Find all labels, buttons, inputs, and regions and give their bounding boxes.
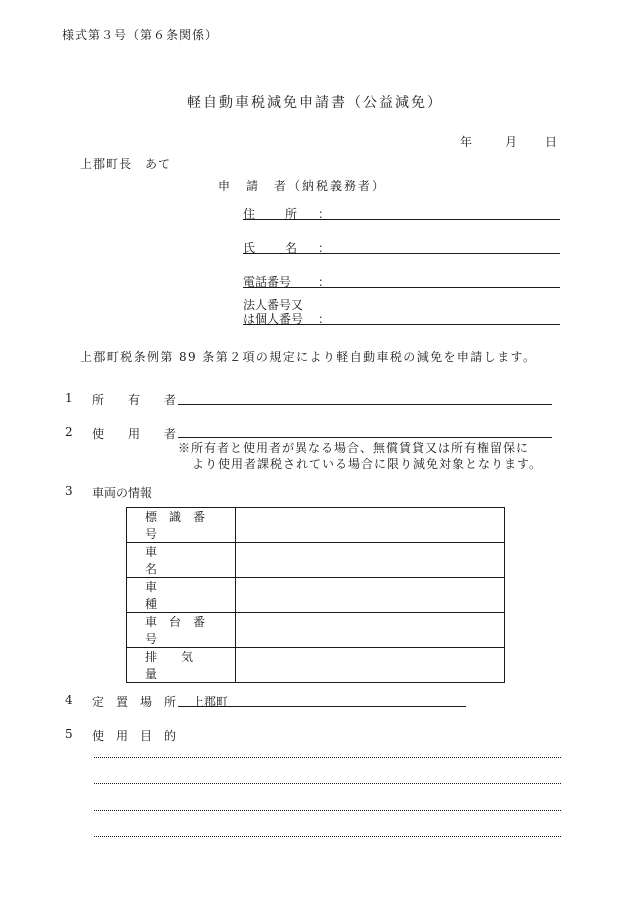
form-code: 様式第３号（第６条関係） xyxy=(62,28,219,42)
application-statement: 上郡町税条例第 89 条第２項の規定により軽自動車税の減免を申請します。 xyxy=(80,350,537,364)
phone-field[interactable] xyxy=(243,287,560,288)
plate-number-value[interactable] xyxy=(235,508,504,543)
section-2-number: 2 xyxy=(65,425,73,439)
date-month-label: 月 xyxy=(505,135,518,149)
plate-number-label: 標 識 番 号 xyxy=(127,508,236,543)
name-label-1: 氏 xyxy=(243,241,256,255)
date-year-label: 年 xyxy=(460,135,473,149)
address-colon: ： xyxy=(318,207,331,221)
corp-number-field[interactable] xyxy=(243,324,560,325)
table-row xyxy=(127,578,505,613)
user-label: 使 用 者 xyxy=(92,427,177,441)
storage-location-field[interactable] xyxy=(178,706,466,707)
table-row xyxy=(127,543,505,578)
user-note xyxy=(178,440,578,472)
document-title: 軽自動車税減免申請書（公益減免） xyxy=(187,95,443,111)
section-4-number: 4 xyxy=(65,693,73,707)
car-type-label: 車 種 xyxy=(127,578,236,613)
user-note-line-2: より使用者課税されている場合に限り減免対象となります。 xyxy=(192,457,543,471)
address-label-1: 住 xyxy=(243,207,256,221)
table-row xyxy=(127,613,505,648)
purpose-label: 使 用 目 的 xyxy=(92,729,177,743)
address-field[interactable] xyxy=(243,219,560,220)
section-3-number: 3 xyxy=(65,484,73,498)
corp-number-colon: ： xyxy=(318,312,331,326)
section-5-number: 5 xyxy=(65,727,73,741)
vehicle-info-table xyxy=(126,507,505,683)
phone-colon: ： xyxy=(318,275,331,289)
date-day-label: 日 xyxy=(545,135,558,149)
name-label-2: 名 xyxy=(285,241,298,255)
table-row xyxy=(127,648,505,683)
user-field[interactable] xyxy=(178,437,552,438)
car-name-value[interactable] xyxy=(235,543,504,578)
table-row xyxy=(127,508,505,543)
storage-location-value: 上郡町 xyxy=(192,695,229,709)
storage-location-label: 定 置 場 所 xyxy=(92,695,177,709)
purpose-line-4[interactable] xyxy=(94,836,561,837)
owner-label: 所 有 者 xyxy=(92,393,177,407)
corp-number-label-1: 法人番号又 xyxy=(243,298,304,312)
car-type-value[interactable] xyxy=(235,578,504,613)
displacement-value[interactable] xyxy=(235,648,504,683)
chassis-number-label: 車 台 番 号 xyxy=(127,613,236,648)
corp-number-label-2: は個人番号 xyxy=(243,312,304,326)
name-colon: ： xyxy=(318,241,331,255)
purpose-line-1[interactable] xyxy=(94,757,561,758)
address-label-2: 所 xyxy=(285,207,298,221)
purpose-line-3[interactable] xyxy=(94,810,561,811)
vehicle-info-label: 車両の情報 xyxy=(92,486,153,500)
displacement-label: 排 気 量 xyxy=(127,648,236,683)
purpose-line-2[interactable] xyxy=(94,783,561,784)
car-name-label: 車 名 xyxy=(127,543,236,578)
section-1-number: 1 xyxy=(65,391,73,405)
owner-field[interactable] xyxy=(178,404,552,405)
chassis-number-value[interactable] xyxy=(235,613,504,648)
phone-label: 電話番号 xyxy=(243,275,292,289)
user-note-line-1: ※所有者と使用者が異なる場合、無償賃貸又は所有権留保に xyxy=(178,441,530,455)
applicant-heading: 申 請 者（納税義務者） xyxy=(218,179,387,193)
addressee: 上郡町長 あて xyxy=(80,157,172,171)
name-field[interactable] xyxy=(243,253,560,254)
